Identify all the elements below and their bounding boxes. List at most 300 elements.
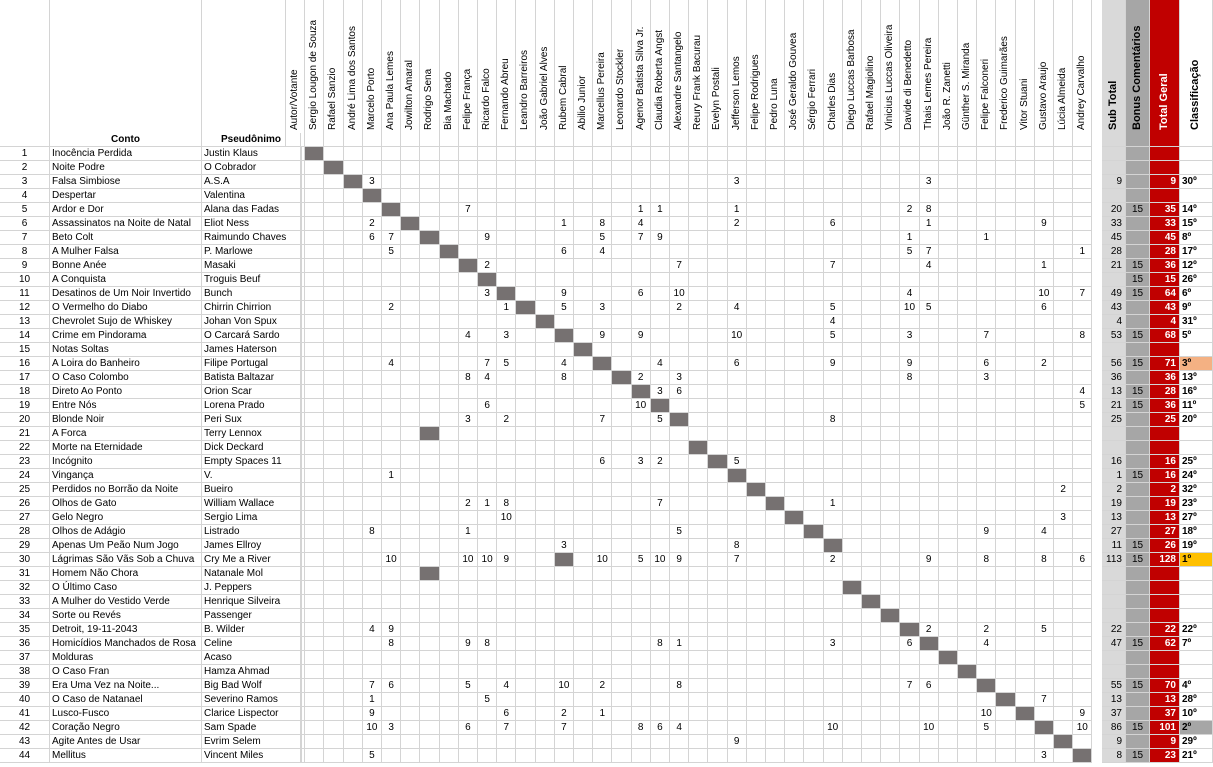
vote-cell[interactable] [785, 595, 804, 609]
vote-cell[interactable] [286, 217, 305, 231]
vote-cell[interactable] [766, 287, 785, 301]
vote-cell[interactable] [1054, 147, 1073, 161]
vote-cell[interactable] [401, 553, 420, 567]
vote-cell[interactable] [1054, 441, 1073, 455]
vote-cell[interactable] [862, 189, 881, 203]
vote-cell[interactable] [939, 749, 958, 763]
self-vote-cell[interactable] [977, 679, 996, 693]
vote-cell[interactable] [785, 553, 804, 567]
row-number[interactable]: 2 [0, 161, 50, 175]
vote-cell[interactable]: 8 [1035, 553, 1054, 567]
vote-cell[interactable] [593, 623, 612, 637]
vote-cell[interactable]: 10 [593, 553, 612, 567]
vote-cell[interactable] [324, 567, 343, 581]
vote-cell[interactable] [459, 595, 478, 609]
vote-cell[interactable] [785, 735, 804, 749]
vote-cell[interactable] [939, 637, 958, 651]
vote-cell[interactable] [977, 413, 996, 427]
vote-cell[interactable] [804, 217, 823, 231]
bonus-cell[interactable]: 15 [1126, 273, 1150, 287]
vote-cell[interactable] [728, 581, 747, 595]
vote-cell[interactable] [459, 651, 478, 665]
vote-cell[interactable] [401, 245, 420, 259]
vote-cell[interactable] [497, 483, 516, 497]
vote-cell[interactable] [1054, 539, 1073, 553]
vote-cell[interactable] [593, 651, 612, 665]
vote-cell[interactable] [996, 721, 1015, 735]
vote-cell[interactable] [1035, 273, 1054, 287]
vote-cell[interactable] [651, 623, 670, 637]
vote-cell[interactable] [516, 329, 535, 343]
vote-cell[interactable] [420, 665, 439, 679]
vote-cell[interactable]: 4 [593, 245, 612, 259]
vote-cell[interactable] [900, 497, 919, 511]
conto-title[interactable]: Beto Colt [50, 231, 202, 245]
vote-cell[interactable]: 2 [651, 455, 670, 469]
vote-cell[interactable] [1054, 595, 1073, 609]
self-vote-cell[interactable] [612, 371, 631, 385]
vote-cell[interactable] [612, 553, 631, 567]
vote-cell[interactable] [843, 623, 862, 637]
vote-cell[interactable]: 3 [900, 329, 919, 343]
subtotal-cell[interactable]: 11 [1102, 539, 1126, 553]
row-number[interactable]: 7 [0, 231, 50, 245]
conto-title[interactable]: A Mulher Falsa [50, 245, 202, 259]
vote-cell[interactable] [977, 567, 996, 581]
vote-cell[interactable] [516, 567, 535, 581]
vote-cell[interactable] [632, 595, 651, 609]
vote-cell[interactable] [651, 511, 670, 525]
vote-cell[interactable] [574, 637, 593, 651]
vote-cell[interactable] [1054, 217, 1073, 231]
vote-cell[interactable] [958, 679, 977, 693]
vote-cell[interactable] [324, 259, 343, 273]
vote-cell[interactable] [824, 609, 843, 623]
vote-cell[interactable] [939, 189, 958, 203]
vote-cell[interactable]: 4 [824, 315, 843, 329]
vote-cell[interactable] [1016, 245, 1035, 259]
vote-cell[interactable] [766, 343, 785, 357]
vote-cell[interactable] [420, 623, 439, 637]
vote-cell[interactable] [382, 189, 401, 203]
vote-cell[interactable] [536, 147, 555, 161]
vote-cell[interactable]: 6 [593, 455, 612, 469]
vote-cell[interactable] [881, 217, 900, 231]
vote-cell[interactable] [382, 511, 401, 525]
vote-cell[interactable] [900, 175, 919, 189]
subtotal-cell[interactable]: 21 [1102, 399, 1126, 413]
vote-cell[interactable] [1073, 203, 1092, 217]
vote-cell[interactable] [651, 371, 670, 385]
vote-cell[interactable] [401, 693, 420, 707]
vote-cell[interactable] [708, 371, 727, 385]
vote-cell[interactable] [804, 483, 823, 497]
vote-cell[interactable] [536, 203, 555, 217]
vote-cell[interactable] [804, 693, 823, 707]
vote-cell[interactable] [862, 441, 881, 455]
vote-cell[interactable]: 3 [363, 175, 382, 189]
conto-title[interactable]: Ardor e Dor [50, 203, 202, 217]
vote-cell[interactable] [401, 175, 420, 189]
vote-cell[interactable] [977, 511, 996, 525]
vote-cell[interactable]: 9 [977, 525, 996, 539]
vote-cell[interactable] [593, 175, 612, 189]
vote-cell[interactable] [708, 343, 727, 357]
vote-cell[interactable]: 2 [670, 301, 689, 315]
vote-cell[interactable] [958, 455, 977, 469]
vote-cell[interactable] [516, 203, 535, 217]
vote-cell[interactable] [497, 693, 516, 707]
vote-cell[interactable] [766, 693, 785, 707]
total-cell[interactable]: 128 [1150, 553, 1180, 567]
vote-cell[interactable] [785, 301, 804, 315]
bonus-cell[interactable] [1126, 189, 1150, 203]
vote-cell[interactable] [862, 623, 881, 637]
vote-cell[interactable] [516, 357, 535, 371]
self-vote-cell[interactable] [708, 455, 727, 469]
vote-cell[interactable] [785, 259, 804, 273]
vote-cell[interactable] [593, 483, 612, 497]
vote-cell[interactable] [881, 441, 900, 455]
vote-cell[interactable]: 4 [555, 357, 574, 371]
conto-title[interactable]: Detroit, 19-11-2043 [50, 623, 202, 637]
vote-cell[interactable] [843, 301, 862, 315]
vote-cell[interactable] [900, 665, 919, 679]
vote-cell[interactable] [843, 525, 862, 539]
vote-cell[interactable] [497, 273, 516, 287]
vote-cell[interactable]: 5 [1035, 623, 1054, 637]
conto-title[interactable]: Falsa Simbiose [50, 175, 202, 189]
vote-cell[interactable] [785, 287, 804, 301]
vote-cell[interactable] [920, 595, 939, 609]
total-cell[interactable] [1150, 581, 1180, 595]
vote-cell[interactable] [401, 665, 420, 679]
vote-cell[interactable] [612, 301, 631, 315]
vote-cell[interactable] [996, 175, 1015, 189]
vote-cell[interactable] [689, 679, 708, 693]
vote-cell[interactable] [670, 231, 689, 245]
vote-cell[interactable] [728, 189, 747, 203]
vote-cell[interactable] [632, 273, 651, 287]
vote-cell[interactable] [766, 511, 785, 525]
vote-cell[interactable] [324, 217, 343, 231]
vote-cell[interactable] [305, 273, 324, 287]
vote-cell[interactable] [574, 609, 593, 623]
vote-cell[interactable] [728, 231, 747, 245]
self-vote-cell[interactable] [785, 511, 804, 525]
vote-cell[interactable]: 7 [920, 245, 939, 259]
vote-cell[interactable] [363, 441, 382, 455]
vote-cell[interactable] [305, 441, 324, 455]
vote-cell[interactable] [286, 287, 305, 301]
vote-cell[interactable] [747, 735, 766, 749]
vote-cell[interactable] [804, 315, 823, 329]
conto-title[interactable]: Direto Ao Ponto [50, 385, 202, 399]
vote-cell[interactable]: 9 [651, 231, 670, 245]
vote-cell[interactable] [843, 497, 862, 511]
vote-cell[interactable] [593, 259, 612, 273]
vote-cell[interactable] [747, 441, 766, 455]
vote-cell[interactable] [939, 371, 958, 385]
self-vote-cell[interactable] [574, 343, 593, 357]
subtotal-cell[interactable]: 47 [1102, 637, 1126, 651]
vote-cell[interactable] [862, 455, 881, 469]
self-vote-cell[interactable] [1016, 707, 1035, 721]
total-cell[interactable]: 25 [1150, 413, 1180, 427]
vote-cell[interactable]: 10 [555, 679, 574, 693]
vote-cell[interactable] [920, 609, 939, 623]
vote-cell[interactable] [843, 371, 862, 385]
vote-cell[interactable] [670, 693, 689, 707]
vote-cell[interactable] [612, 427, 631, 441]
vote-cell[interactable] [881, 651, 900, 665]
vote-cell[interactable] [824, 161, 843, 175]
vote-cell[interactable] [344, 623, 363, 637]
vote-cell[interactable] [996, 203, 1015, 217]
vote-cell[interactable] [478, 623, 497, 637]
vote-cell[interactable] [824, 231, 843, 245]
vote-cell[interactable] [536, 553, 555, 567]
vote-cell[interactable] [574, 553, 593, 567]
subtotal-cell[interactable]: 9 [1102, 175, 1126, 189]
vote-cell[interactable] [344, 413, 363, 427]
vote-cell[interactable] [420, 343, 439, 357]
vote-cell[interactable] [516, 147, 535, 161]
vote-cell[interactable] [536, 511, 555, 525]
vote-cell[interactable] [804, 511, 823, 525]
vote-cell[interactable] [632, 315, 651, 329]
vote-cell[interactable] [862, 651, 881, 665]
pseudonym[interactable]: Bueiro [202, 483, 301, 497]
vote-cell[interactable]: 10 [382, 553, 401, 567]
vote-cell[interactable] [766, 357, 785, 371]
vote-cell[interactable] [996, 259, 1015, 273]
self-vote-cell[interactable] [689, 441, 708, 455]
subtotal-cell[interactable] [1102, 567, 1126, 581]
vote-cell[interactable]: 6 [497, 707, 516, 721]
vote-cell[interactable] [324, 595, 343, 609]
vote-cell[interactable] [1035, 567, 1054, 581]
vote-cell[interactable] [651, 217, 670, 231]
row-number[interactable]: 13 [0, 315, 50, 329]
vote-cell[interactable] [728, 259, 747, 273]
vote-cell[interactable] [708, 161, 727, 175]
vote-cell[interactable] [382, 217, 401, 231]
conto-title[interactable]: A Forca [50, 427, 202, 441]
vote-cell[interactable]: 2 [382, 301, 401, 315]
vote-cell[interactable] [1073, 679, 1092, 693]
self-vote-cell[interactable] [996, 693, 1015, 707]
vote-cell[interactable]: 1 [632, 203, 651, 217]
vote-cell[interactable] [536, 581, 555, 595]
vote-cell[interactable] [747, 245, 766, 259]
vote-cell[interactable] [612, 203, 631, 217]
vote-cell[interactable]: 9 [728, 735, 747, 749]
vote-cell[interactable] [555, 581, 574, 595]
conto-title[interactable]: Coração Negro [50, 721, 202, 735]
vote-cell[interactable] [516, 693, 535, 707]
vote-cell[interactable] [1054, 609, 1073, 623]
vote-cell[interactable] [996, 217, 1015, 231]
vote-cell[interactable] [785, 497, 804, 511]
vote-cell[interactable] [305, 735, 324, 749]
vote-cell[interactable] [516, 413, 535, 427]
vote-cell[interactable] [977, 497, 996, 511]
bonus-cell[interactable] [1126, 301, 1150, 315]
vote-cell[interactable] [1016, 455, 1035, 469]
classificacao-cell[interactable] [1180, 427, 1213, 441]
bonus-cell[interactable] [1126, 455, 1150, 469]
vote-cell[interactable] [862, 245, 881, 259]
vote-cell[interactable] [920, 343, 939, 357]
vote-cell[interactable]: 2 [977, 623, 996, 637]
vote-cell[interactable] [478, 217, 497, 231]
vote-cell[interactable]: 3 [632, 455, 651, 469]
vote-cell[interactable] [651, 749, 670, 763]
vote-cell[interactable] [459, 189, 478, 203]
vote-cell[interactable] [766, 595, 785, 609]
vote-cell[interactable] [939, 679, 958, 693]
vote-cell[interactable] [401, 595, 420, 609]
vote-cell[interactable] [363, 595, 382, 609]
classificacao-cell[interactable] [1180, 161, 1213, 175]
vote-cell[interactable] [708, 637, 727, 651]
vote-cell[interactable] [344, 217, 363, 231]
conto-title[interactable]: Entre Nós [50, 399, 202, 413]
vote-cell[interactable] [440, 511, 459, 525]
vote-cell[interactable]: 6 [977, 357, 996, 371]
vote-cell[interactable] [785, 651, 804, 665]
total-cell[interactable]: 27 [1150, 525, 1180, 539]
vote-cell[interactable] [651, 147, 670, 161]
vote-cell[interactable] [632, 427, 651, 441]
vote-cell[interactable] [708, 595, 727, 609]
vote-cell[interactable] [862, 693, 881, 707]
vote-cell[interactable] [324, 623, 343, 637]
vote-cell[interactable]: 10 [977, 707, 996, 721]
vote-cell[interactable] [382, 749, 401, 763]
row-number[interactable]: 33 [0, 595, 50, 609]
row-number[interactable]: 4 [0, 189, 50, 203]
vote-cell[interactable] [766, 161, 785, 175]
vote-cell[interactable] [1016, 287, 1035, 301]
vote-cell[interactable] [824, 273, 843, 287]
bonus-cell[interactable]: 15 [1126, 637, 1150, 651]
vote-cell[interactable]: 1 [478, 497, 497, 511]
vote-cell[interactable] [497, 609, 516, 623]
vote-cell[interactable] [286, 413, 305, 427]
vote-cell[interactable] [420, 497, 439, 511]
vote-cell[interactable] [516, 749, 535, 763]
vote-cell[interactable] [881, 455, 900, 469]
vote-cell[interactable] [996, 343, 1015, 357]
vote-cell[interactable]: 9 [1073, 707, 1092, 721]
vote-cell[interactable] [459, 609, 478, 623]
vote-cell[interactable] [612, 441, 631, 455]
vote-cell[interactable] [478, 441, 497, 455]
vote-cell[interactable] [747, 497, 766, 511]
row-number[interactable]: 1 [0, 147, 50, 161]
vote-cell[interactable] [1073, 161, 1092, 175]
subtotal-cell[interactable]: 45 [1102, 231, 1126, 245]
vote-cell[interactable] [536, 483, 555, 497]
vote-cell[interactable]: 5 [1073, 399, 1092, 413]
vote-cell[interactable]: 3 [824, 637, 843, 651]
vote-cell[interactable] [728, 315, 747, 329]
vote-cell[interactable] [958, 399, 977, 413]
vote-cell[interactable] [555, 259, 574, 273]
vote-cell[interactable] [651, 245, 670, 259]
vote-cell[interactable] [939, 245, 958, 259]
vote-cell[interactable] [785, 189, 804, 203]
vote-cell[interactable] [958, 259, 977, 273]
vote-cell[interactable] [1054, 259, 1073, 273]
vote-cell[interactable] [478, 581, 497, 595]
subtotal-cell[interactable] [1102, 609, 1126, 623]
vote-cell[interactable] [689, 595, 708, 609]
vote-cell[interactable] [497, 217, 516, 231]
vote-cell[interactable] [747, 455, 766, 469]
vote-cell[interactable]: 3 [1054, 511, 1073, 525]
vote-cell[interactable] [958, 637, 977, 651]
vote-cell[interactable] [958, 413, 977, 427]
vote-cell[interactable] [632, 469, 651, 483]
vote-cell[interactable] [689, 651, 708, 665]
vote-cell[interactable] [324, 231, 343, 245]
vote-cell[interactable] [977, 315, 996, 329]
row-number[interactable]: 42 [0, 721, 50, 735]
pseudonym[interactable]: Clarice Lispector [202, 707, 301, 721]
vote-cell[interactable] [728, 651, 747, 665]
vote-cell[interactable] [574, 273, 593, 287]
classificacao-cell[interactable] [1180, 609, 1213, 623]
vote-cell[interactable] [305, 385, 324, 399]
vote-cell[interactable] [286, 161, 305, 175]
vote-cell[interactable] [881, 371, 900, 385]
vote-cell[interactable] [382, 175, 401, 189]
vote-cell[interactable] [420, 175, 439, 189]
vote-cell[interactable]: 4 [728, 301, 747, 315]
subtotal-cell[interactable] [1102, 665, 1126, 679]
vote-cell[interactable] [497, 441, 516, 455]
vote-cell[interactable] [478, 469, 497, 483]
vote-cell[interactable] [420, 651, 439, 665]
vote-cell[interactable] [401, 581, 420, 595]
vote-cell[interactable] [478, 539, 497, 553]
conto-title[interactable]: O Vermelho do Diabo [50, 301, 202, 315]
vote-cell[interactable] [478, 455, 497, 469]
vote-cell[interactable] [286, 567, 305, 581]
vote-cell[interactable] [766, 147, 785, 161]
self-vote-cell[interactable] [382, 203, 401, 217]
vote-cell[interactable] [708, 651, 727, 665]
vote-cell[interactable] [977, 651, 996, 665]
vote-cell[interactable] [574, 217, 593, 231]
vote-cell[interactable] [824, 707, 843, 721]
vote-cell[interactable] [747, 161, 766, 175]
total-cell[interactable]: 28 [1150, 245, 1180, 259]
vote-cell[interactable] [708, 427, 727, 441]
pseudonym[interactable]: B. Wilder [202, 623, 301, 637]
vote-cell[interactable] [516, 539, 535, 553]
vote-cell[interactable] [420, 539, 439, 553]
vote-cell[interactable] [612, 707, 631, 721]
vote-cell[interactable] [401, 483, 420, 497]
vote-cell[interactable] [324, 609, 343, 623]
vote-cell[interactable] [920, 511, 939, 525]
vote-cell[interactable] [843, 455, 862, 469]
vote-cell[interactable] [766, 441, 785, 455]
